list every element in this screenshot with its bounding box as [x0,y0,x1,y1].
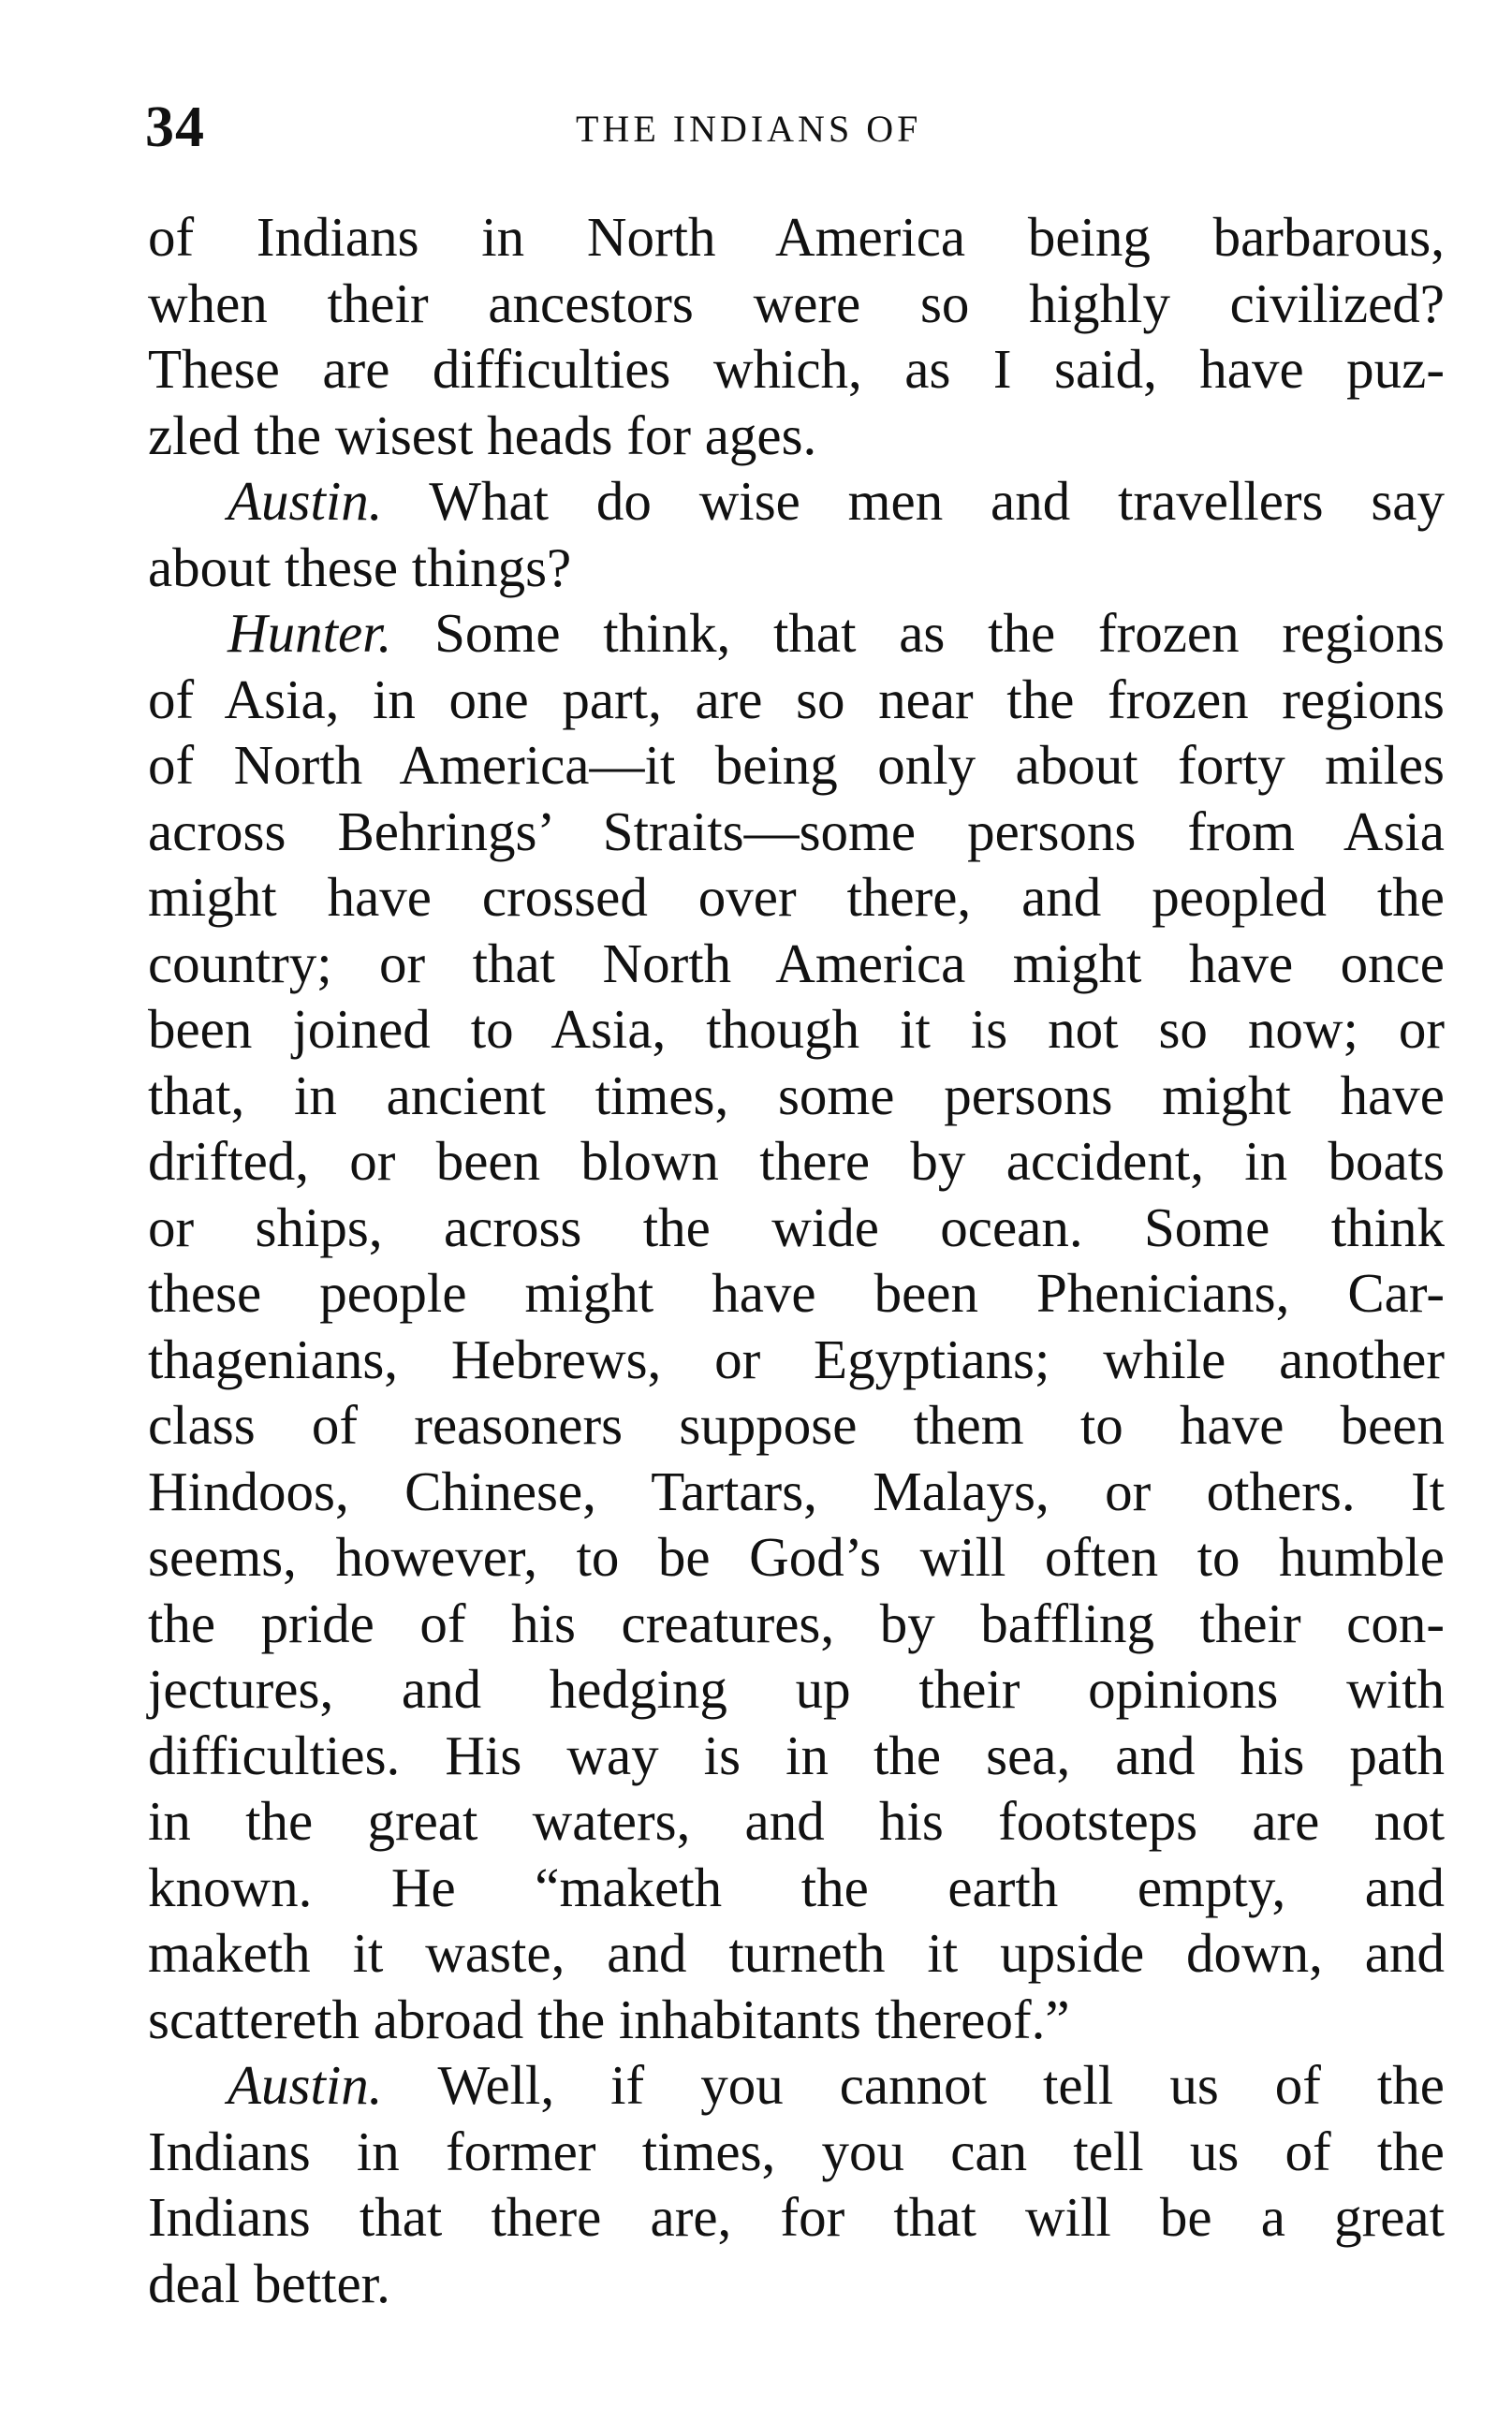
text-line: about these things? [148,536,572,598]
text-line: class of reasoners suppose them to have been [148,1394,1445,1456]
text-line: been joined to Asia, though it is not so now; or [148,998,1445,1060]
text-line: that, in ancient times, some persons might have [148,1064,1445,1126]
text-line [148,468,1445,535]
text-line: these people might have been Phenicians, Car- [148,1262,1445,1324]
text-line: might have crossed over there, and peopled the [148,866,1445,928]
text-line: drifted, or been blown there by accident, in boats [148,1130,1445,1192]
text-line: when their ancestors were so highly civilized? [148,271,1445,334]
page-number: 34 [145,95,205,159]
text-line: jectures, and hedging up their opinions with [148,1658,1445,1720]
paragraph [148,468,1445,600]
text-line: country; or that North America might have once [148,932,1445,994]
text-line: deal better. [148,2252,390,2314]
text-line: Indians that there are, for that will be a great [148,2186,1445,2248]
paragraph [148,204,1445,468]
text-line [148,2052,1445,2119]
text-line: maketh it waste, and turneth it upside down, and [148,1922,1445,1984]
text-line: the pride of his creatures, by baffling their con- [148,1592,1445,1654]
text-line: thagenians, Hebrews, or Egyptians; while another [148,1328,1445,1390]
text-line: or ships, across the wide ocean. Some think [148,1196,1445,1258]
line-text: Well, if you cannot tell us of the [437,2054,1445,2116]
text-line: of North America—it being only about forty miles [148,734,1445,796]
text-line: in the great waters, and his footsteps are not [148,1790,1445,1852]
text-line: Hindoos, Chinese, Tartars, Malays, or others. It [148,1460,1445,1522]
body-text [148,204,1445,2316]
text-line: known. He “maketh the earth empty, and [148,1856,1445,1918]
text-line: Indians in former times, you can tell us of the [148,2120,1445,2182]
text-line: scattereth abroad the inhabitants thereof.” [148,1988,1070,2050]
line-text: Some think, that as the frozen regions [434,602,1446,664]
text-line: of Asia, in one part, are so near the frozen regions [148,668,1445,730]
speaker-name: Hunter. [228,602,392,664]
speaker-name: Austin. [228,2054,383,2116]
text-line: across Behrings’ Straits—some persons from Asia [148,800,1445,862]
text-line: zled the wisest heads for ages. [148,404,817,466]
running-title: THE INDIANS OF [576,108,922,150]
line-text: What do wise men and travellers say [429,470,1445,532]
text-line: seems, however, to be God’s will often to humble [148,1526,1445,1588]
paragraph [148,2052,1445,2316]
running-head [145,90,1446,165]
text-line: difficulties. His way is in the sea, and his path [148,1724,1445,1786]
text-line [148,600,1445,667]
speaker-name: Austin. [228,470,383,532]
paragraph [148,600,1445,2052]
text-line: of Indians in North America being barbarous, [148,206,1445,268]
text-line: These are difficulties which, as I said, have puz- [148,338,1445,400]
